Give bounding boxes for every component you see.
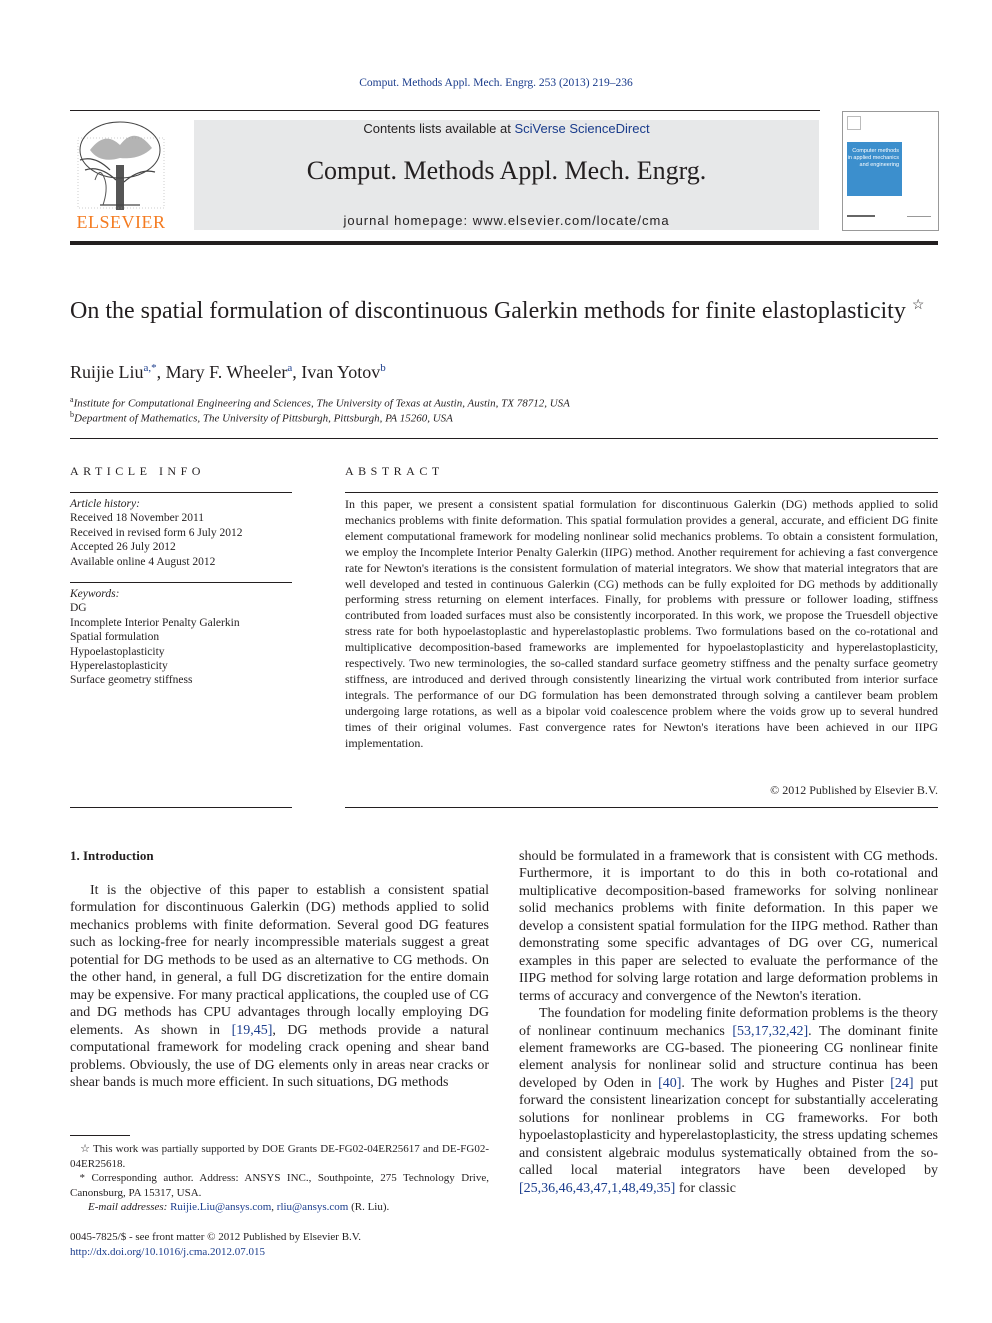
cover-bar — [907, 216, 931, 217]
journal-cover-thumbnail[interactable] — [842, 111, 939, 231]
reference-link[interactable]: [25,36,46,43,47,1,48,49,35] — [519, 1180, 676, 1196]
reference-link[interactable]: [24] — [890, 1075, 914, 1091]
abstract-heading: ABSTRACT — [345, 464, 444, 478]
contents-line: Contents lists available at SciVerse ScienceDirect — [363, 121, 650, 136]
homepage-link[interactable]: www.elsevier.com/locate/cma — [472, 213, 670, 228]
journal-citation[interactable]: Comput. Methods Appl. Mech. Engrg. 253 (2013) 219–236 — [359, 77, 633, 89]
body-column-left — [70, 882, 489, 1091]
reference-link[interactable]: [19,45] — [231, 1022, 273, 1038]
divider — [345, 492, 938, 493]
author-affil-mark[interactable]: a,* — [143, 362, 157, 374]
journal-banner — [194, 120, 819, 230]
email-link[interactable]: rliu@ansys.com — [276, 1201, 349, 1213]
footnote-rule — [70, 1135, 130, 1136]
funding-footnote: ☆ This work was partially supported by DOE Grants DE-FG02-04ER25617 and DE-FG02-04ER25618. — [70, 1143, 489, 1170]
article-title: On the spatial formulation of discontinuous Galerkin methods for finite elastoplasticity ☆ — [70, 298, 925, 324]
sciencedirect-link[interactable]: SciVerse ScienceDirect — [514, 121, 650, 136]
cover-bar — [847, 215, 875, 217]
paragraph: It is the objective of this paper to establish a consistent spatial formulation for discontinuous Galerkin (DG) methods applied to solid mechanics problems with finite deformation. Several good DG features such as locking-free for nearly incompressible materials suggest a great potential for DG methods to be used as an alternative to CG methods. On the other hand, in general, a full DG discretization for the entire domain may be expensive. For many practical applications, the coupled use of CG and DG methods has CPU advantages through locally employing DG elements. As shown in [19,45], DG methods provide a natural computational framework for modeling crack opening and shear band problems. Obviously, the use of DG elements only in areas near cracks or shear bands is much more efficient. In such situations, DG methods — [70, 883, 490, 1090]
paragraph: should be formulated in a framework that is consistent with CG methods. Furthermore, it is important to do this in both co-rotational and multiplicative decomposition-based frameworks for solving nonlinear solid mechanics problems with finite deformation. In this paper we develop a consistent spatial formulation for the IIPG method. Rather than demonstrating some specific advantages of DG over CG, numerical examples in this paper are selected to evaluate the performance of the IIPG method for solving large rotation and large deformation problems in terms of accuracy and convergence of the Newton's iteration. — [519, 849, 938, 1004]
divider — [70, 582, 292, 583]
reference-link[interactable]: [53,17,32,42] — [732, 1023, 809, 1039]
affiliation: $^b$Department of Mathematics, The University of Pittsburgh, Pittsburgh, PA 15260, USA — [70, 410, 453, 425]
author-name[interactable]: Ruijie Liu — [70, 362, 144, 382]
article-info-heading: ARTICLE INFO — [70, 464, 205, 478]
cover-title-box: Computer methods in applied mechanics and engineering — [847, 142, 902, 196]
divider — [70, 492, 292, 493]
section-heading: 1. Introduction — [70, 848, 154, 863]
keyword: Hyperelastoplasticity — [70, 660, 168, 673]
body-column-right — [519, 848, 938, 1197]
author-list: Ruijie Liu$^{a,*}$, Mary F. Wheeler$^a$, Ivan Yotov$^b$ — [70, 362, 386, 382]
elsevier-wordmark: ELSEVIER — [76, 212, 166, 232]
email-link[interactable]: Ruijie.Liu@ansys.com — [170, 1201, 272, 1213]
keyword: Surface geometry stiffness — [70, 674, 193, 687]
divider — [70, 807, 292, 808]
article-history: Article history: Received 18 November 2011 Received in revised form 6 July 2012 Accepted 26 July 2012 Available online 4 August 2012 — [70, 498, 243, 568]
reference-link[interactable]: [40] — [658, 1075, 682, 1091]
divider — [345, 807, 938, 808]
issn-line: 0045-7825/$ - see front matter © 2012 Published by Elsevier B.V. — [70, 1231, 362, 1243]
email-footnote: E-mail addresses: Ruijie.Liu@ansys.com, rliu@ansys.com (R. Liu). — [88, 1201, 390, 1213]
title-footnote-mark[interactable]: ☆ — [911, 298, 925, 313]
cover-logo-icon — [847, 116, 861, 130]
paragraph: The foundation for modeling finite deformation problems is the theory of nonlinear continuum mechanics [53,17,32,42]. The dominant finite element frameworks are CG-based. The pioneering CG nonlinear finite element analysis for nonlinear solid and structure continua has been developed by Oden in [40]. The work by Hughes and Pister [24] put forward the consistent linearization concept for substantially accelerating solutions for nonlinear problems in CG frameworks. For both hypoelastoplasticity and hyperelastoplasticity, the stress updating schemes and consistent algebraic modulus systematically obtained from the so-called local material integrators have been developed by [25,36,46,43,47,1,48,49,35] for classic — [519, 1006, 938, 1196]
copyright-notice: © 2012 Published by Elsevier B.V. — [770, 783, 938, 797]
header-bottom-rule — [70, 241, 938, 245]
journal-homepage: journal homepage: www.elsevier.com/locate/cma — [343, 213, 670, 228]
keyword: Hypoelastoplasticity — [70, 645, 165, 658]
header-top-rule — [70, 110, 820, 111]
author-name[interactable]: Ivan Yotov — [301, 362, 381, 382]
author-name[interactable]: Mary F. Wheeler — [165, 362, 288, 382]
divider — [70, 438, 938, 439]
corresponding-author-footnote: * Corresponding author. Address: ANSYS INC., Southpointe, 275 Technology Drive, Canonsburg, PA 15317, USA. — [70, 1172, 489, 1199]
author-affil-mark[interactable]: a — [287, 362, 293, 374]
affiliation: $^a$Institute for Computational Engineering and Sciences, The University of Texas at Austin, Austin, TX 78712, USA — [70, 395, 570, 410]
page-footer — [70, 1230, 361, 1259]
keywords-list: Keywords: DG Incomplete Interior Penalty Galerkin Spatial formulation Hypoelastoplasticity Hyperelastoplasticity Surface geometry stiffness — [70, 588, 240, 687]
keyword: DG — [70, 602, 87, 615]
abstract-text: In this paper, we present a consistent spatial formulation for discontinuous Galerkin (DG) methods applied to solid mechanics problems with finite deformation. This spatial formulation provides a general, accurate, and efficient DG finite element computational framework for modeling nonlinear solid mechanics problems. To obtain a consistent formulation, we employ the Incomplete Interior Penalty Galerkin (IIPG) method. Another requirement for achieving a fast convergence rate for Newton's iterations is the consistent formulation of material integrators. We show that material integrators that are well developed and tested in continuous Galerkin (CG) methods can be fully exploited for DG methods by additionally performing stress returning on element interfaces. Finally, for problems with pressure or follower loading, stiffness contributed from loaded surfaces must also be consistently incorporated. In this work, we propose the Truesdell objective stress rate for both hypoelastoplastic and hyperelastoplastic problems. Two formulations based on the co-rotational and multiplicative decomposition-based frameworks are implemented for hypoelastoplasticity and hyperelastoplasticity, respectively. Two new terminologies, the so-called standard surface geometry stiffness and the penalty surface geometry stiffness, are introduced and derived through consistently linearizing the virtual work contributed from interior surface integrals. The performance of our DG formulation has been demonstrated through solving a cantilever beam problem undergoing large rotations, as well as a bipolar void coalescence problem where the voids grow up to several hundred times of their original volumes. Fast convergence rates for Newton's iterations have been achieved in our IIPG implementation. — [345, 497, 938, 750]
journal-title: Comput. Methods Appl. Mech. Engrg. — [306, 156, 707, 185]
doi-link[interactable]: http://dx.doi.org/10.1016/j.cma.2012.07.015 — [70, 1245, 266, 1258]
keyword: Incomplete Interior Penalty Galerkin — [70, 616, 240, 629]
keyword: Spatial formulation — [70, 631, 160, 644]
author-affil-mark[interactable]: b — [380, 362, 386, 374]
